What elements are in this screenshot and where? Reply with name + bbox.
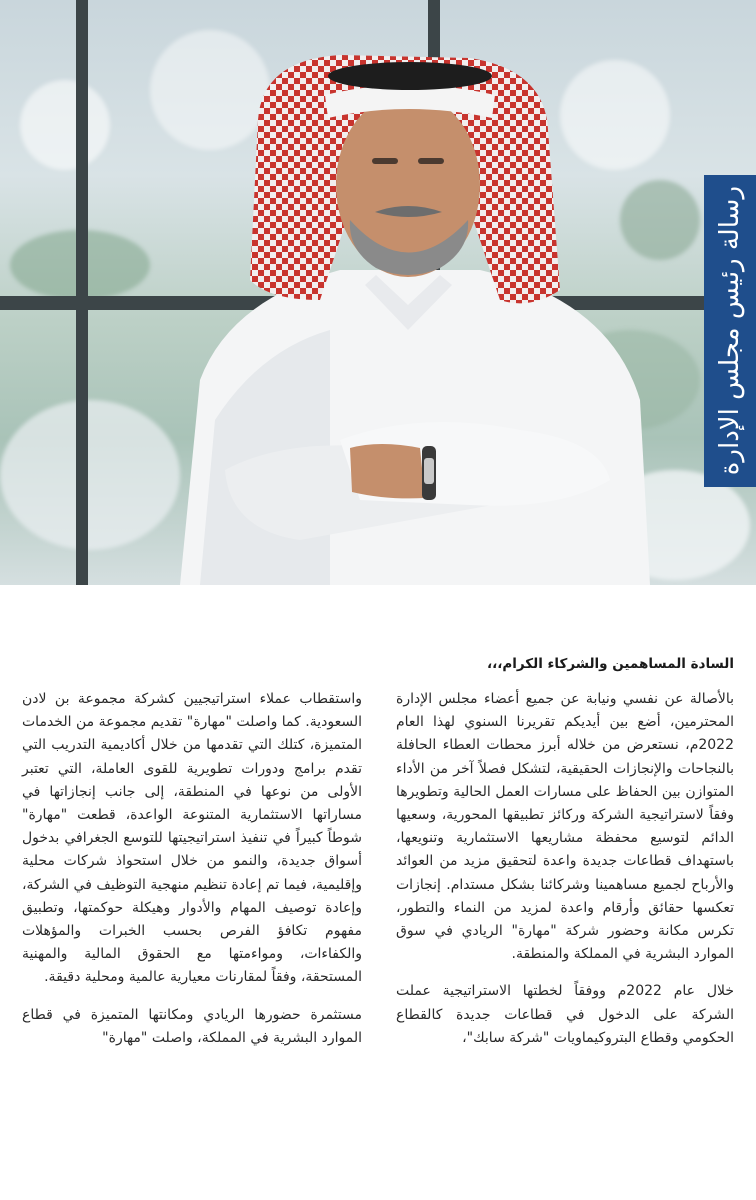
paragraph: بالأصالة عن نفسي ونيابة عن جميع أعضاء مجلس الإدارة المحترمين، أضع بين أيديكم تقريرنا السنوي لهذا العام 2022م، نستعرض من خلاله أبرز محطات العطاء الحافلة بالنجاحات والإنجازات الحقيقية، لتشكل فصلاً آخر من الأداء المتوازن بين الحفاظ على مسارات العمل الحالية وتطويرها وفقاً لاستراتيجية الشركة وركائز تطبيقها المحورية، وسعيها الدائم لتوسيع محفظة مشاريعها الاستثمارية وتنويعها، باستهداف قطاعات جديدة واعدة لتحقيق مزيد من العوائد والأرباح لجميع مساهمينا وشركائنا بشكل مستدام. إنجازات تعكسها حقائق وأرقام واعدة لمزيد من النماء والتطور، تكرس مكانة وحضور شركة "مهارة" الريادي في سوق الموارد البشرية في المملكة والمنطقة. bbox=[396, 691, 734, 963]
section-title: رسالة رئيس مجلس الإدارة bbox=[715, 186, 745, 476]
paragraph: مستثمرة حضورها الريادي ومكانتها المتميزة في قطاع الموارد البشرية في المملكة، واصلت "مهارة" bbox=[22, 1006, 362, 1046]
paragraph: خلال عام 2022م ووفقاً لخطتها الاستراتيجية عملت الشركة على الدخول في قطاعات جديدة كالقطاع الحكومي وقطاع البتروكيماويات "شركة سابك"، bbox=[396, 983, 734, 1046]
letter-column-left bbox=[22, 688, 362, 1064]
paragraph: واستقطاب عملاء استراتيجيين كشركة مجموعة بن لادن السعودية. كما واصلت "مهارة" تقديم مجموعة من الخدمات المتميزة، كتلك التي تقدمها من خلال أكاديمية التدريب التي تقدم برامج ودورات تطويرية للقوى العاملة، التي تعتبر الأولى من نوعها في المنطقة، إلى جانب إنجازاتها في مساراتها الاستثمارية المتنوعة الواعدة، قطعت "مهارة" شوطاً كبيراً في تنفيذ استراتيجيتها للتوسع الجغرافي بدخول أسواق جديدة، والنمو من خلال استحواذ شركات محلية وإقليمية، فيما تم إعادة تنظيم منهجية التوظيف في الشركة، وإعادة توصيف المهام والأدوار وهيكلة حوكمتها، وتطبيق مفهوم تكافؤ الفرص بحسب الخبرات والمؤهلات والكفاءات، ومواءمتها مع الحقوق المالية والمهنية المستحقة، وفقاً لمقارنات معيارية عالمية ومحلية دقيقة. bbox=[22, 691, 362, 986]
chairman-photo bbox=[0, 0, 756, 585]
letter-salutation: السادة المساهمين والشركاء الكرام،،، bbox=[486, 656, 734, 672]
letter-column-right bbox=[396, 688, 734, 1064]
chairman-figure bbox=[0, 0, 756, 585]
section-title-banner bbox=[704, 175, 756, 487]
